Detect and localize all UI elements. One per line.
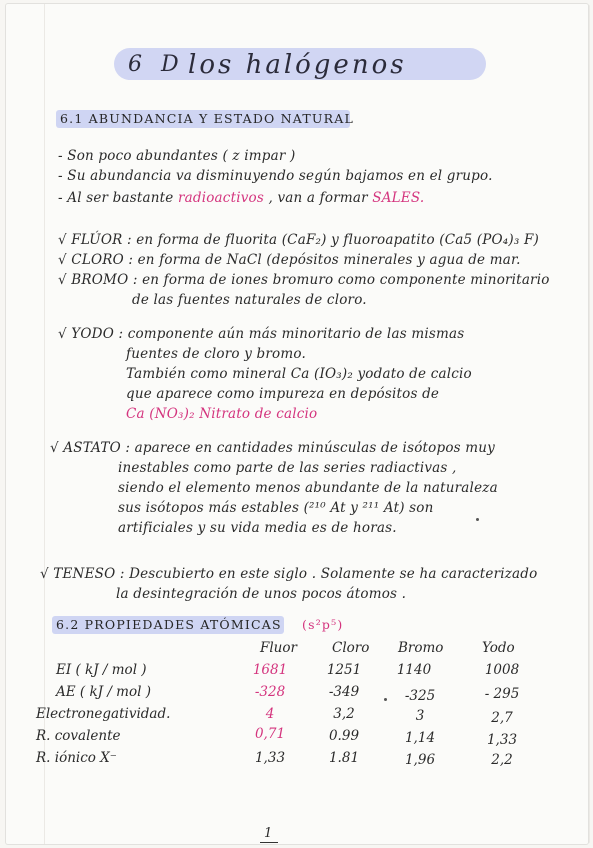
- element-yodo: √ YODO : componente aún más minoritario de las mismas: [58, 326, 465, 342]
- table-cell: 1140: [396, 662, 432, 678]
- element-teneso-cont: la desintegración de unos pocos átomos .: [116, 586, 407, 602]
- element-astato-cont-2: siendo el elemento menos abundante de la naturaleza: [118, 480, 498, 496]
- table-cell: 2,7: [491, 710, 513, 726]
- element-cloro: √ CLORO : en forma de NaCl (depósitos minerales y agua de mar.: [58, 252, 521, 268]
- bullet-3-pre: - Al ser bastante: [58, 190, 178, 206]
- element-astato-cont-4: artificiales y su vida media es de horas.: [118, 520, 397, 536]
- table-cell: 2,2: [491, 752, 513, 768]
- col-header-cloro: Cloro: [332, 640, 370, 656]
- element-yodo-cont-2: También como mineral Ca (IO₃)₂ yodato de calcio: [126, 366, 472, 382]
- bullet-3-mid: , van a formar: [264, 190, 373, 206]
- table-cell: -325: [404, 688, 436, 704]
- element-bromo: √ BROMO : en forma de iones bromuro como componente minoritario: [58, 272, 550, 288]
- notebook-page: [6, 4, 588, 844]
- page-title: [114, 44, 486, 88]
- table-cell: 0,71: [254, 726, 286, 742]
- col-header-fluor: Fluor: [260, 640, 297, 656]
- table-cell: 1,96: [404, 752, 436, 768]
- row-label-rcov: R. covalente: [36, 728, 121, 744]
- table-cell: 1008: [484, 662, 520, 678]
- col-header-bromo: Bromo: [398, 640, 444, 656]
- ink-dot: [476, 518, 479, 521]
- bullet-line-3: [58, 190, 424, 206]
- title-text: los halógenos: [188, 50, 407, 80]
- row-label-ae: AE ( kJ / mol ): [56, 684, 151, 700]
- element-fluor: √ FLÚOR : en forma de fluorita (CaF₂) y fluoroapatito (Ca5 (PO₄)₃ F): [58, 232, 540, 248]
- element-teneso: √ TENESO : Descubierto en este siglo . Solamente se ha caracterizado: [40, 566, 538, 582]
- section-heading-text: 6.1 ABUNDANCIA Y ESTADO NATURAL: [60, 111, 354, 126]
- page-number-underline: [260, 842, 278, 843]
- table-cell: 3: [415, 708, 425, 724]
- ink-dot: [384, 698, 387, 701]
- row-label-en: Electronegatividad.: [36, 706, 171, 722]
- title-number: 6 D: [128, 52, 185, 77]
- element-astato: √ ASTATO : aparece en cantidades minúsculas de isótopos muy: [50, 440, 495, 456]
- table-cell: 1,14: [404, 730, 436, 746]
- table-cell: 1251: [326, 662, 362, 678]
- element-yodo-cont-1: fuentes de cloro y bromo.: [126, 346, 306, 362]
- row-label-ei: EI ( kJ / mol ): [56, 662, 147, 678]
- bullet-line-2: - Su abundancia va disminuyendo según bajamos en el grupo.: [58, 168, 493, 184]
- table-cell: 3,2: [333, 706, 355, 722]
- element-yodo-cont-4: Ca (NO₃)₂ Nitrato de calcio: [126, 406, 318, 422]
- element-yodo-cont-3: que aparece como impureza en depósitos de: [126, 386, 440, 402]
- table-cell: 1,33: [254, 750, 286, 766]
- element-bromo-cont: de las fuentes naturales de cloro.: [132, 292, 367, 308]
- table-cell: - 295: [484, 686, 520, 702]
- col-header-yodo: Yodo: [482, 640, 515, 656]
- element-astato-cont-3: sus isótopos más estables (²¹⁰ At y ²¹¹ At) son: [118, 500, 434, 516]
- table-cell: 4: [265, 706, 275, 722]
- bullet-line-1: - Son poco abundantes ( z impar ): [58, 148, 296, 164]
- electron-config: (s²p⁵): [302, 617, 344, 632]
- element-astato-cont-1: inestables como parte de las series radiactivas ,: [118, 460, 457, 476]
- table-cell: -328: [254, 684, 286, 700]
- table-cell: 1.81: [328, 750, 360, 766]
- bullet-3-radioactivos: radioactivos: [177, 190, 264, 206]
- section-heading-text: 6.2 PROPIEDADES ATÓMICAS: [56, 617, 282, 632]
- table-cell: 1,33: [486, 732, 518, 748]
- table-cell: 1681: [252, 662, 288, 678]
- bullet-3-sales: SALES.: [372, 190, 425, 206]
- page-number: 1: [264, 826, 273, 841]
- table-cell: -349: [328, 684, 360, 700]
- table-cell: 0.99: [328, 728, 360, 744]
- row-label-rion: R. iónico X⁻: [36, 750, 117, 766]
